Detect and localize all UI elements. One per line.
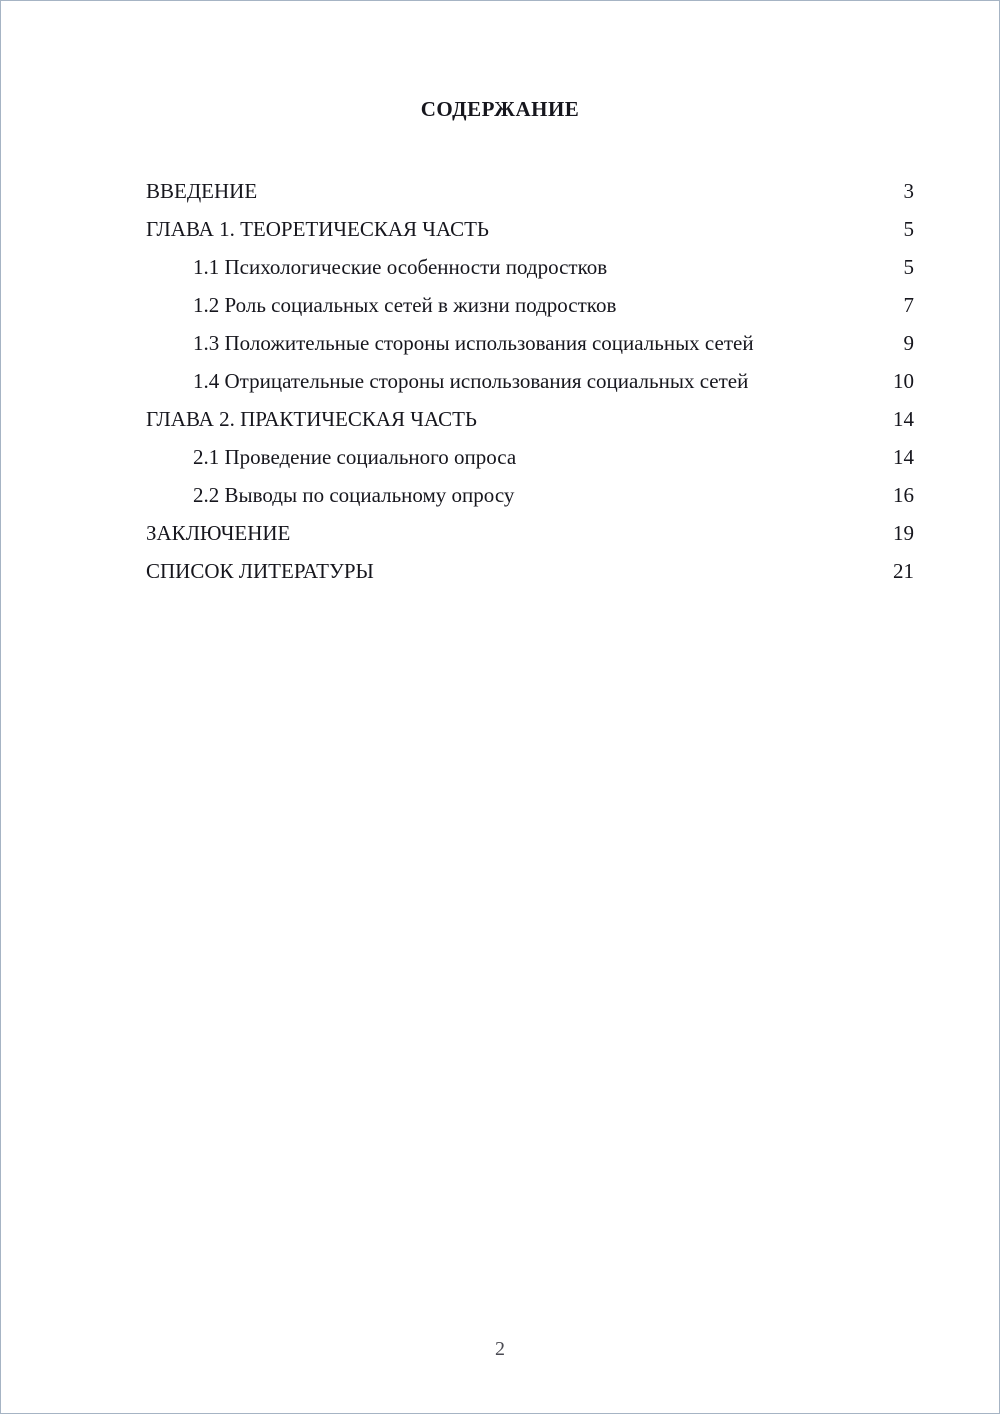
toc-entry-page: 5: [903, 217, 914, 241]
table-of-contents: [1, 178, 999, 585]
toc-entry-label: 2.1 Проведение социального опроса: [193, 445, 517, 469]
toc-entry-page: 16: [893, 483, 914, 507]
toc-entry-label: 2.2 Выводы по социальному опросу: [193, 483, 515, 507]
toc-entry-page: 21: [893, 559, 914, 583]
toc-entry: [146, 292, 914, 319]
toc-entry: [146, 368, 914, 395]
toc-entry-label: ВВЕДЕНИЕ: [146, 179, 258, 203]
toc-entry: [146, 482, 914, 509]
toc-entry-page: 10: [893, 369, 914, 393]
toc-entry: [146, 558, 914, 585]
toc-entry-label: 1.4 Отрицательные стороны использования социальных сетей: [193, 369, 749, 393]
toc-entry: [146, 520, 914, 547]
toc-entry-label: СПИСОК ЛИТЕРАТУРЫ: [146, 559, 374, 583]
toc-entry-page: 14: [893, 407, 914, 431]
toc-entry: [146, 216, 914, 243]
footer-page-number: 2: [495, 1338, 505, 1360]
toc-entry-page: 7: [903, 293, 914, 317]
toc-entry: [146, 444, 914, 471]
toc-entry-page: 19: [893, 521, 914, 545]
toc-entry: [146, 330, 914, 357]
toc-entry-label: 1.1 Психологические особенности подростков: [193, 255, 608, 279]
page-title: СОДЕРЖАНИЕ: [420, 97, 580, 121]
toc-entry-label: ЗАКЛЮЧЕНИЕ: [146, 521, 291, 545]
toc-entry-page: 14: [893, 445, 914, 469]
toc-entry-label: ГЛАВА 1. ТЕОРЕТИЧЕСКАЯ ЧАСТЬ: [146, 217, 489, 241]
toc-entry: [146, 254, 914, 281]
toc-entry-page: 3: [903, 179, 914, 203]
toc-entry-label: 1.2 Роль социальных сетей в жизни подростков: [193, 293, 617, 317]
toc-entry: [146, 178, 914, 205]
toc-entry-label: ГЛАВА 2. ПРАКТИЧЕСКАЯ ЧАСТЬ: [146, 407, 477, 431]
toc-entry-label: 1.3 Положительные стороны использования социальных сетей: [193, 331, 754, 355]
toc-entry-page: 5: [903, 255, 914, 279]
toc-entry-page: 9: [903, 331, 914, 355]
toc-entry: [146, 406, 914, 433]
